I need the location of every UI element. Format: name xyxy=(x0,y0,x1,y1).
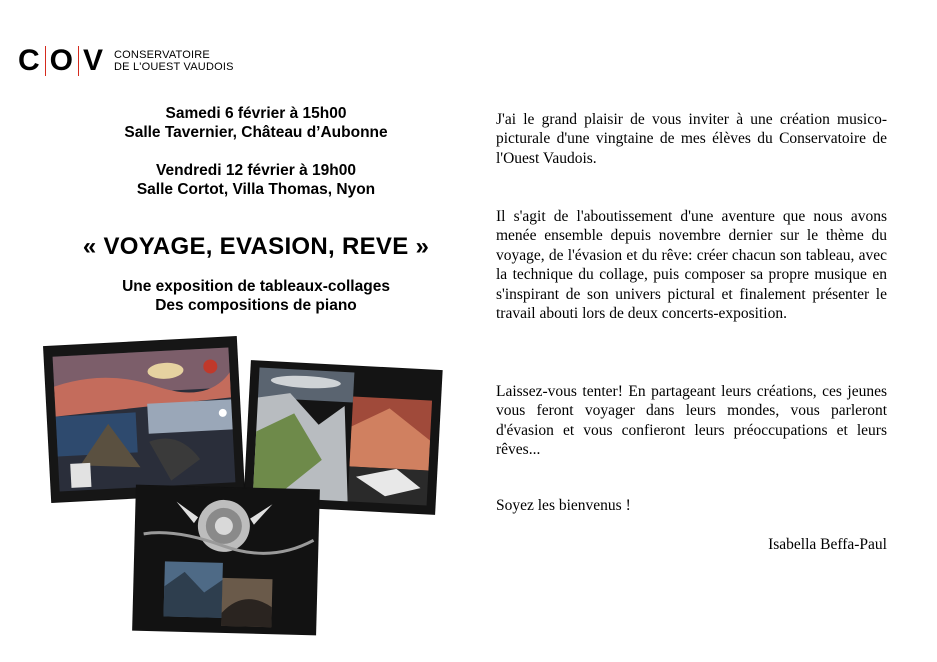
logo-letter-v: V xyxy=(83,44,105,77)
logo-letter-o: O xyxy=(49,44,75,77)
cov-logo xyxy=(14,44,234,78)
event-1 xyxy=(50,104,462,142)
event-2-date: Vendredi 12 février à 19h00 xyxy=(156,162,356,179)
signature: Isabella Beffa-Paul xyxy=(768,536,887,553)
collage-image-1 xyxy=(44,337,244,502)
logo-line-2: DE L'OUEST VAUDOIS xyxy=(114,61,234,73)
paragraph-project: Il s'agit de l'aboutissement d'une aventure que nous avons menée ensemble depuis novembre dernier sur le thème du voyage, de l'évasion et du rêve: créer chacun son tableau, avec la technique du collage, puis composer sa propre musique en s'inspirant de son univers pictural et finalement présenter le travail abouti lors de deux concerts-exposition. xyxy=(496,208,887,323)
paragraph-welcome: Soyez les bienvenus ! xyxy=(496,497,631,514)
event-2 xyxy=(50,161,462,199)
paragraph-invitation: J'ai le grand plaisir de vous inviter à une création musico-picturale d'une vingtaine de mes élèves du Conservatoire de l'Ouest Vaudois. xyxy=(496,111,887,167)
event-2-venue: Salle Cortot, Villa Thomas, Nyon xyxy=(136,181,376,198)
logo-line-1: CONSERVATOIRE xyxy=(114,49,210,61)
exhibition-subtitle xyxy=(50,277,462,315)
event-1-date: Samedi 6 février à 15h00 xyxy=(165,105,347,122)
paragraph-tempt: Laissez-vous tenter! En partageant leurs créations, ces jeunes vous feront voyager dans leurs mondes, vous parleront d'évasion et vous confieront leurs préoccupations et leurs rêves... xyxy=(496,383,887,459)
logo-letters xyxy=(14,44,108,78)
subtitle-line-1: Une exposition de tableaux-collages xyxy=(122,278,390,295)
logo-letter-c: C xyxy=(18,44,41,77)
exhibition-title: « VOYAGE, EVASION, REVE » xyxy=(82,233,430,260)
collage-image-3 xyxy=(133,486,319,635)
subtitle-line-2: Des compositions de piano xyxy=(155,297,357,314)
event-1-venue: Salle Tavernier, Château d’Aubonne xyxy=(124,124,388,141)
logo-text xyxy=(114,49,234,73)
